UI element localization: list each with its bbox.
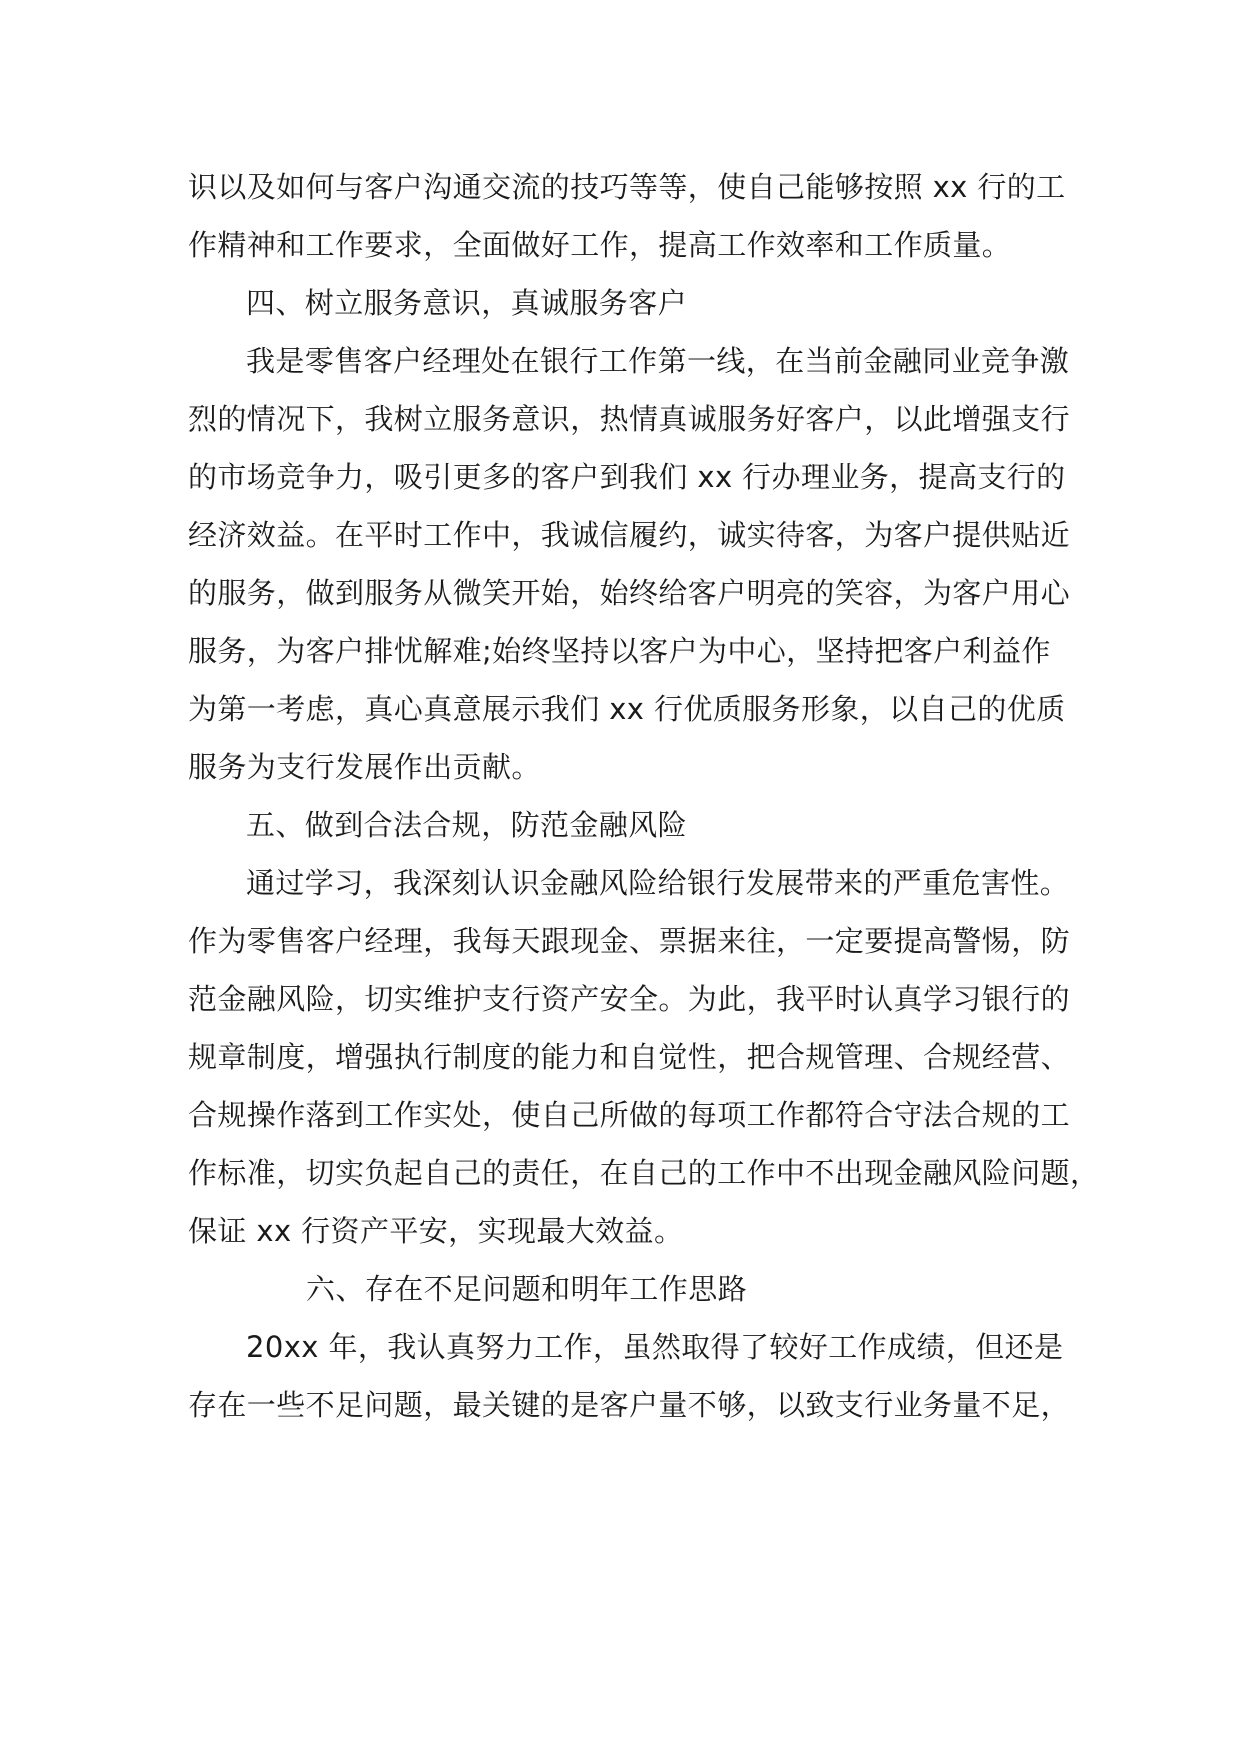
- body-text-line: 烈的情况下，我树立服务意识，热情真诚服务好客户，以此增强支行: [188, 402, 1071, 436]
- body-text-line: 合规操作落到工作实处，使自己所做的每项工作都符合守法合规的工: [188, 1098, 1071, 1132]
- body-text-line: 20xx 年，我认真努力工作，虽然取得了较好工作成绩，但还是: [246, 1330, 1064, 1364]
- section-heading: 五、做到合法合规，防范金融风险: [246, 808, 688, 842]
- body-text-line: 规章制度，增强执行制度的能力和自觉性，把合规管理、合规经营、: [188, 1040, 1071, 1074]
- section-heading: 四、树立服务意识，真诚服务客户: [246, 286, 688, 320]
- body-text-line: 识以及如何与客户沟通交流的技巧等等，使自己能够按照 xx 行的工: [188, 170, 1066, 204]
- body-text-line: 通过学习，我深刻认识金融风险给银行发展带来的严重危害性。: [246, 866, 1070, 900]
- body-text-line: 作精神和工作要求，全面做好工作，提高工作效率和工作质量。: [188, 228, 1012, 262]
- body-text-line: 经济效益。在平时工作中，我诚信履约，诚实待客，为客户提供贴近: [188, 518, 1071, 552]
- body-text-line: 我是零售客户经理处在银行工作第一线，在当前金融同业竞争激: [246, 344, 1070, 378]
- body-text-line: 的服务，做到服务从微笑开始，始终给客户明亮的笑容，为客户用心: [188, 576, 1071, 610]
- body-text-line: 保证 xx 行资产平安，实现最大效益。: [188, 1214, 684, 1248]
- body-text-line: 作标准，切实负起自己的责任，在自己的工作中不出现金融风险问题，: [188, 1156, 1100, 1190]
- body-text-line: 存在一些不足问题，最关键的是客户量不够，以致支行业务量不足，: [188, 1388, 1071, 1422]
- body-text-line: 服务为支行发展作出贡献。: [188, 750, 541, 784]
- body-text-line: 作为零售客户经理，我每天跟现金、票据来往，一定要提高警惕，防: [188, 924, 1071, 958]
- body-text-line: 的市场竞争力，吸引更多的客户到我们 xx 行办理业务，提高支行的: [188, 460, 1066, 494]
- body-text-line: 范金融风险，切实维护支行资产安全。为此，我平时认真学习银行的: [188, 982, 1071, 1016]
- body-text-line: 为第一考虑，真心真意展示我们 xx 行优质服务形象，以自己的优质: [188, 692, 1066, 726]
- body-text-line: 服务，为客户排忧解难;始终坚持以客户为中心，坚持把客户利益作: [188, 634, 1051, 668]
- section-heading: 六、存在不足问题和明年工作思路: [306, 1272, 748, 1306]
